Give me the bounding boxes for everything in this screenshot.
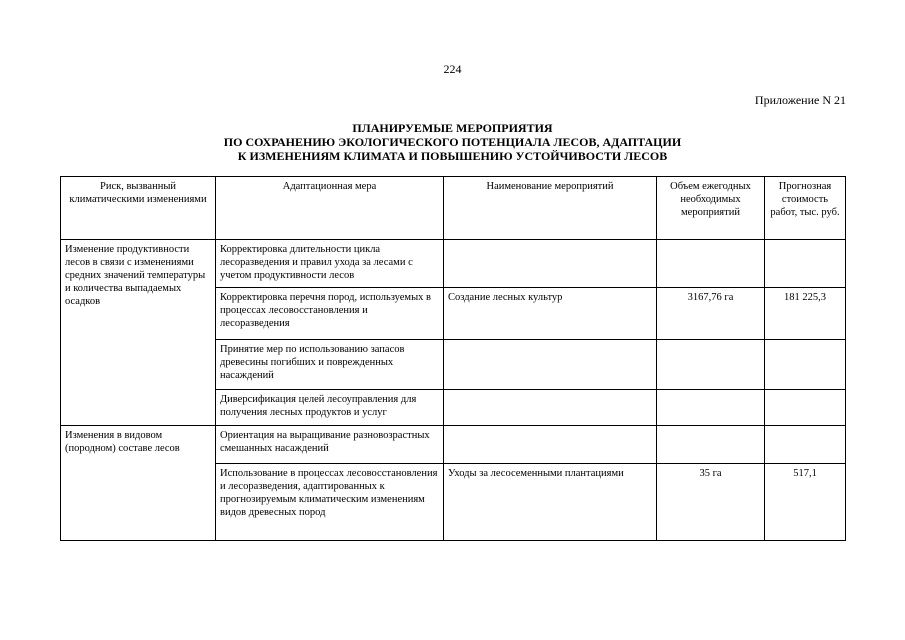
cost-cell: [765, 240, 846, 288]
title-line-2: ПО СОХРАНЕНИЮ ЭКОЛОГИЧЕСКОГО ПОТЕНЦИАЛА ЛЕСОВ, АДАПТАЦИИ: [223, 135, 682, 149]
header-volume: Объем ежегодных необходимых мероприятий: [657, 177, 765, 240]
activity-cell: [444, 390, 657, 426]
risk-cell: Изменения в видовом (породном) составе лесов: [61, 426, 216, 541]
cost-cell: [765, 340, 846, 390]
activity-cell: [444, 240, 657, 288]
header-risk: Риск, вызванный климатическими изменениями: [61, 177, 216, 240]
header-activity: Наименование мероприятий: [444, 177, 657, 240]
volume-cell: 35 га: [657, 464, 765, 541]
measure-cell: Ориентация на выращивание разновозрастных смешанных насаждений: [216, 426, 444, 464]
table-row: [61, 426, 846, 464]
table-row: [61, 240, 846, 288]
measure-cell: Корректировка перечня пород, используемых в процессах лесовосстановления и лесоразведения: [216, 288, 444, 340]
volume-cell: [657, 426, 765, 464]
measure-cell: Корректировка длительности цикла лесоразведения и правил ухода за лесами с учетом продуктивности лесов: [216, 240, 444, 288]
document-title: [0, 121, 905, 163]
cost-cell: 181 225,3: [765, 288, 846, 340]
table-header-row: [61, 177, 846, 240]
title-line-1: ПЛАНИРУЕМЫЕ МЕРОПРИЯТИЯ: [352, 121, 553, 135]
measure-cell: Принятие мер по использованию запасов древесины погибших и поврежденных насаждений: [216, 340, 444, 390]
activity-cell: [444, 340, 657, 390]
volume-cell: [657, 240, 765, 288]
appendix-label: Приложение N 21: [754, 93, 846, 107]
measure-cell: Диверсификация целей лесоуправления для получения лесных продуктов и услуг: [216, 390, 444, 426]
activity-cell: Создание лесных культур: [444, 288, 657, 340]
measures-table: [60, 176, 846, 541]
cost-cell: [765, 390, 846, 426]
header-cost: Прогнозная стоимость работ, тыс. руб.: [765, 177, 846, 240]
volume-cell: 3167,76 га: [657, 288, 765, 340]
header-measure: Адаптационная мера: [216, 177, 444, 240]
risk-cell: Изменение продуктивности лесов в связи с изменениями средних значений температуры и количества выпадаемых осадков: [61, 240, 216, 426]
activity-cell: [444, 426, 657, 464]
cost-cell: [765, 426, 846, 464]
volume-cell: [657, 340, 765, 390]
page-number: 224: [443, 62, 462, 76]
cost-cell: 517,1: [765, 464, 846, 541]
volume-cell: [657, 390, 765, 426]
activity-cell: Уходы за лесосеменными плантациями: [444, 464, 657, 541]
measure-cell: Использование в процессах лесовосстановления и лесоразведения, адаптированных к прогнозируемым климатическим изменениям видов древесных пород: [216, 464, 444, 541]
title-line-3: К ИЗМЕНЕНИЯМ КЛИМАТА И ПОВЫШЕНИЮ УСТОЙЧИВОСТИ ЛЕСОВ: [237, 149, 668, 163]
